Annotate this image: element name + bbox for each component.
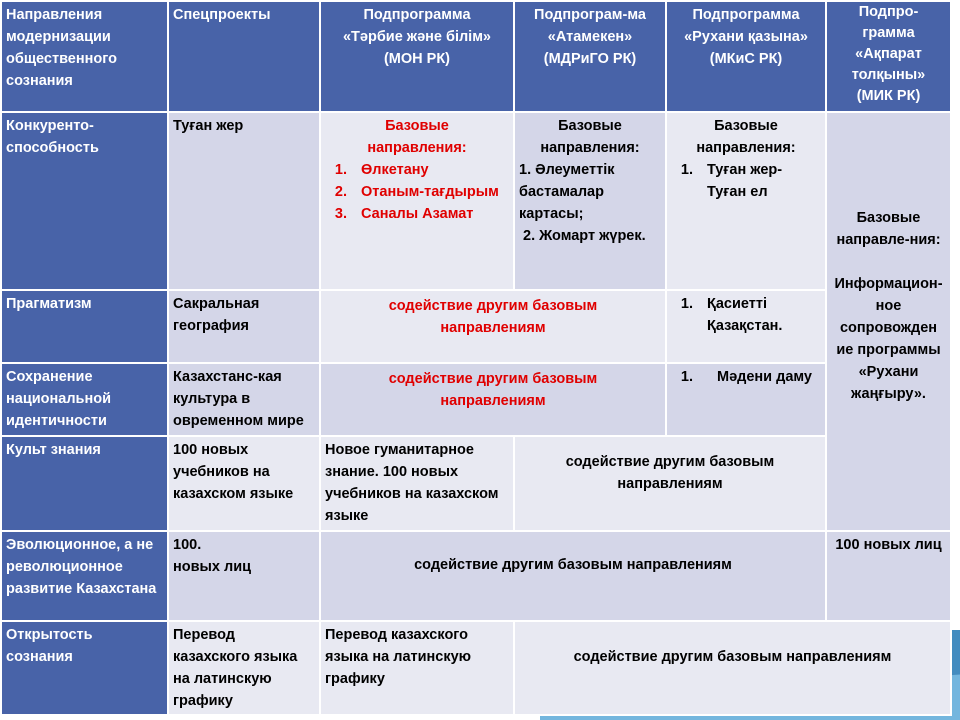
header-rukhani: Подпрограмма «Рухани қазына» (МКиС РК) bbox=[666, 1, 826, 112]
rukhani-madeni-damu: 1. Мәдени даму bbox=[666, 363, 826, 436]
rukhani-base-directions: Базовые направления: 1. Туған жер- Туған ел bbox=[666, 112, 826, 290]
merged-support-directions: содействие другим базовым направлениям bbox=[320, 363, 666, 436]
merged-support-directions: содействие другим базовым направлениям bbox=[514, 436, 826, 531]
special-tugan-zher: Туған жер bbox=[168, 112, 320, 290]
rukhani-kasietti-kazakhstan: 1. Қасиетті Қазақстан. bbox=[666, 290, 826, 363]
tarbie-latin-script: Перевод казахского языка на латинскую графику bbox=[320, 621, 514, 715]
header-atameken: Подпрограм-ма «Атамекен» (МДРиГО РК) bbox=[514, 1, 666, 112]
special-100-textbooks: 100 новых учебников на казахском языке bbox=[168, 436, 320, 531]
header-akparat: Подпро- грамма «Ақпарат толқыны» (МИК РК) bbox=[826, 1, 951, 112]
special-sacral-geography: Сакральная география bbox=[168, 290, 320, 363]
akparat-base-directions: Базовые направле-ния: Информацион-ное сопровожден ие программы «Рухани жаңғыру». bbox=[826, 112, 951, 531]
merged-support-directions: содействие другим базовым направлениям bbox=[514, 621, 951, 715]
header-tarbie: Подпрограмма «Тәрбие және білім» (МОН РК) bbox=[320, 1, 514, 112]
row-label-open-consciousness: Открытость сознания bbox=[1, 621, 168, 715]
special-latin-script: Перевод казахского языка на латинскую графику bbox=[168, 621, 320, 715]
tarbie-base-directions: Базовые направления: 1. Өлкетану 2. Отаным-тағдырым 3. Саналы Азамат bbox=[320, 112, 514, 290]
tarbie-humanitarian-knowledge: Новое гуманитарное знание. 100 новых учебников на казахском языке bbox=[320, 436, 514, 531]
header-directions: Направления модернизации общественного сознания bbox=[1, 1, 168, 112]
row-label-evolutionary-development: Эволюционное, а не революционное развитие Казахстана bbox=[1, 531, 168, 621]
atameken-base-directions: Базовые направления: 1. Әлеуметтік бастамалар картасы; 2. Жомарт жүрек. bbox=[514, 112, 666, 290]
row-label-pragmatism: Прагматизм bbox=[1, 290, 168, 363]
row-label-knowledge-cult: Культ знания bbox=[1, 436, 168, 531]
header-special-projects: Спецпроекты bbox=[168, 1, 320, 112]
special-kazakh-culture: Казахстанс-кая культура в овременном мире bbox=[168, 363, 320, 436]
row-label-competitiveness: Конкуренто-способность bbox=[1, 112, 168, 290]
merged-support-directions: содействие другим базовым направлениям bbox=[320, 290, 666, 363]
akparat-100-new-faces: 100 новых лиц bbox=[826, 531, 951, 621]
merged-support-directions: содействие другим базовым направлениям bbox=[320, 531, 826, 621]
special-100-new-faces: 100. новых лиц bbox=[168, 531, 320, 621]
row-label-national-identity: Сохранение национальной идентичности bbox=[1, 363, 168, 436]
